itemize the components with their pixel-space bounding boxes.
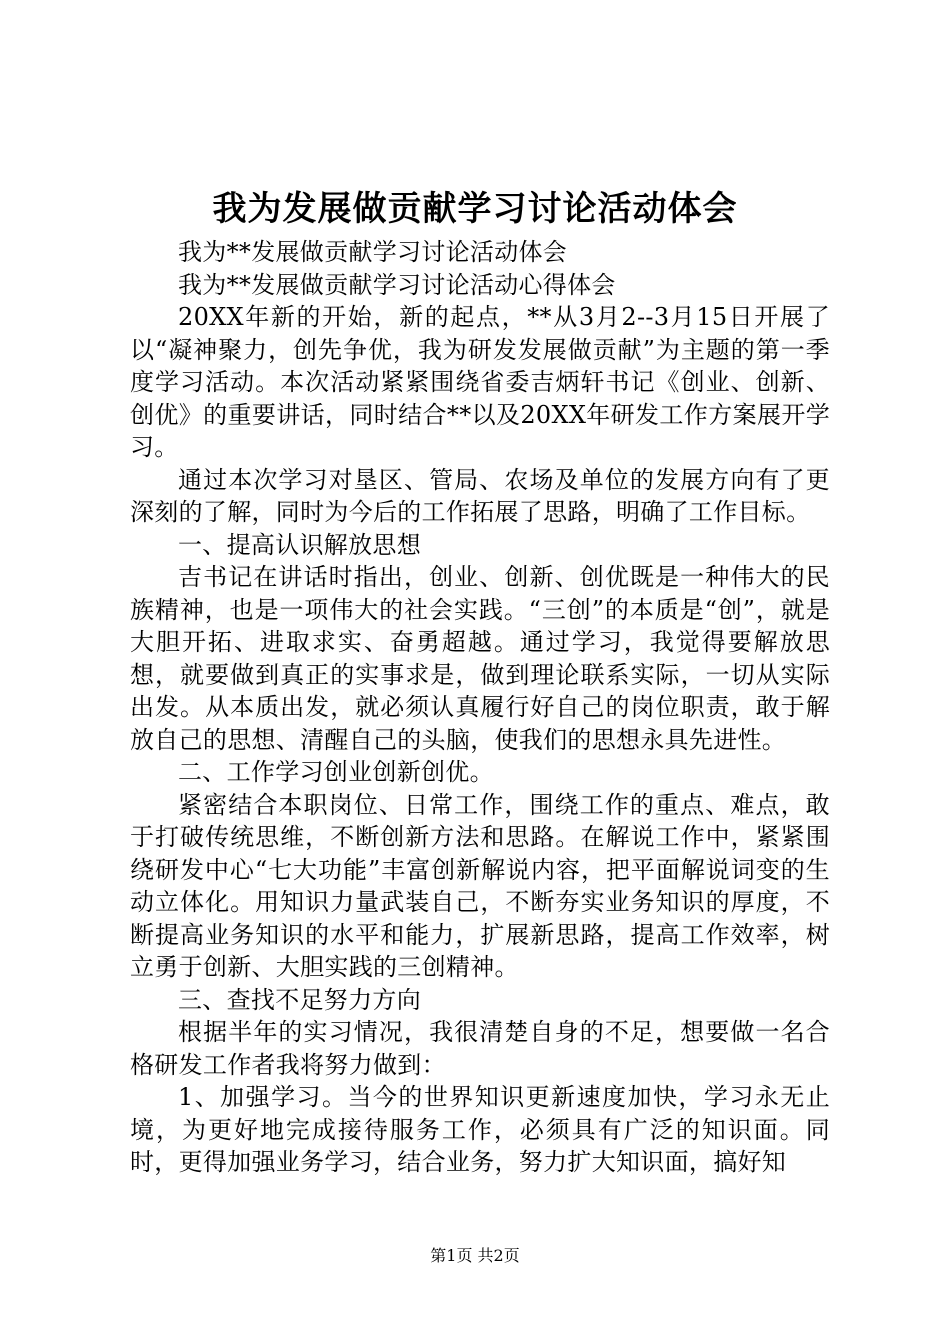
section-heading: 一、提高认识解放思想 xyxy=(178,530,421,559)
paragraph: 1、加强学习。当今的世界知识更新速度加快，学习永无止境，为更好地完成接待服务工作，必须具有广泛的知识面。同时，更得加强业务学习，结合业务，努力扩大知识面，搞好知 xyxy=(130,1083,830,1176)
section-heading: 二、工作学习创业创新创优。 xyxy=(178,758,494,786)
section-heading: 三、查找不足努力方向 xyxy=(178,985,421,1014)
paragraph: 紧密结合本职岗位、日常工作，围绕工作的重点、难点，敢于打破传统思维，不断创新方法和思路。在解说工作中，紧紧围绕研发中心“七大功能”丰富创新解说内容，把平面解说词变的生动立体化。用知识力量武装自己，不断夯实业务知识的厚度，不断提高业务知识的水平和能力，扩展新思路，提高工作效率，树立勇于创新、大胆实践的三创精神。 xyxy=(130,790,830,981)
document-title: 我为发展做贡献学习讨论活动体会 xyxy=(212,189,738,229)
paragraph: 吉书记在讲话时指出，创业、创新、创优既是一种伟大的民族精神，也是一项伟大的社会实践。“三创”的本质是“创”，就是大胆开拓、进取求实、奋勇超越。通过学习，我觉得要解放思想，就要做到真正的实事求是，做到理论联系实际，一切从实际出发。从本质出发，就必须认真履行好自己的岗位职责，敢于解放自己的思想、清醒自己的头脑，使我们的思想永具先进性。 xyxy=(130,563,830,754)
page-footer: 第1页 共2页 xyxy=(430,1246,520,1265)
document-body xyxy=(130,236,830,1179)
paragraph: 通过本次学习对垦区、管局、农场及单位的发展方向有了更深刻的了解，同时为今后的工作拓展了思路，明确了工作目标。 xyxy=(130,465,830,526)
paragraph: 我为**发展做贡献学习讨论活动体会 xyxy=(178,238,568,266)
paragraph: 根据半年的实习情况，我很清楚自身的不足，想要做一名合格研发工作者我将努力做到： xyxy=(130,1018,830,1079)
paragraph: 我为**发展做贡献学习讨论活动心得体会 xyxy=(178,270,616,299)
paragraph: 20XX年新的开始，新的起点，**从3月2--3月15日开展了以“凝神聚力，创先争优，我为研发发展做贡献”为主题的第一季度学习活动。本次活动紧紧围绕省委吉炳轩书记《创业、创新、创优》的重要讲话，同时结合**以及20XX年研发工作方案展开学习。 xyxy=(130,303,830,461)
